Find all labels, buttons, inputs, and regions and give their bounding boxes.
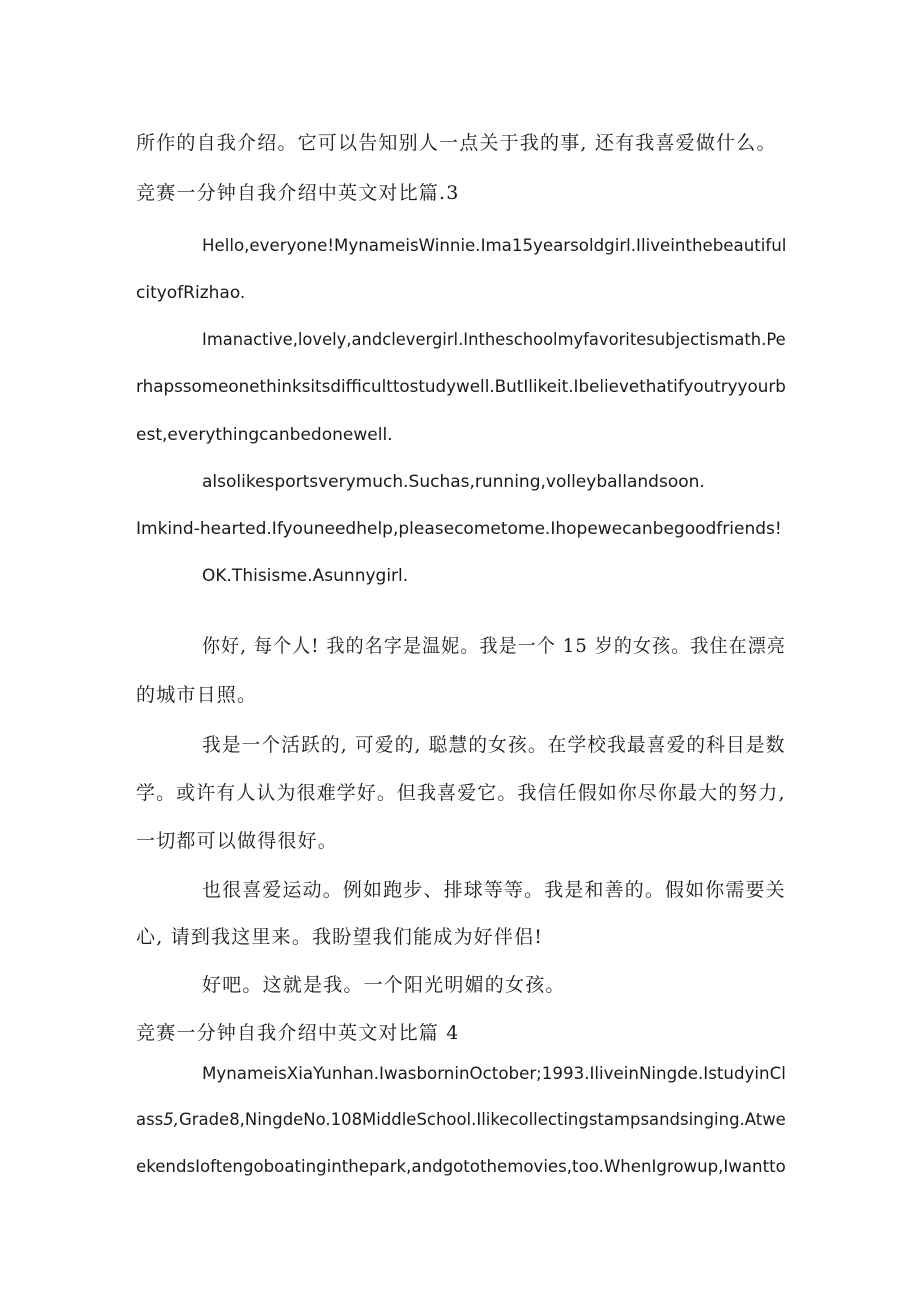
paragraph-line: 所作的自我介绍。它可以告知别人一点关于我的事, 还有我喜爱做什么。 [136, 132, 777, 154]
text-span: ass [136, 1110, 164, 1130]
paragraph-line: 我是一个活跃的, 可爱的, 聪慧的女孩。在学校我最喜爱的科目是数 [202, 734, 786, 756]
paragraph-line: 学。或许有人认为很难学好。但我喜爱它。我信任假如你尽你最大的努力, [136, 782, 786, 804]
paragraph-line: 也很喜爱运动。例如跑步、排球等等。我是和善的。假如你需要关 [202, 879, 786, 901]
paragraph-line: cityofRizhao. [136, 283, 246, 303]
paragraph-line: 的城市日照。 [136, 684, 258, 706]
paragraph-line: ekendsIoftengoboatinginthepark,andgotothemovies,too.WhenIgrowup,Iwantto [136, 1157, 786, 1177]
paragraph-line: Imkind-hearted.Ifyouneedhelp,pleasecometome.Ihopewecanbegoodfriends! [136, 519, 782, 539]
paragraph-line: 好吧。这就是我。一个阳光明媚的女孩。 [202, 974, 566, 996]
paragraph-line: alsolikesportsverymuch.Suchas,running,volleyballandsoon. [202, 472, 705, 492]
paragraph-line [136, 1110, 786, 1130]
paragraph-line: 你好, 每个人! 我的名字是温妮。我是一个 15 岁的女孩。我住在漂亮 [202, 635, 787, 657]
paragraph-line: 一切都可以做得很好。 [136, 830, 339, 852]
section-heading: 竞赛一分钟自我介绍中英文对比篇 4 [136, 1022, 460, 1044]
paragraph-line: Imanactive,lovely,andclevergirl.Intheschoolmyfavoritesubjectismath.Pe [202, 330, 786, 350]
paragraph-line: 心, 请到我这里来。我盼望我们能成为好伴侣! [136, 926, 544, 948]
text-span: Grade8,NingdeNo.108MiddleSchool.Ilikecollectingstampsandsinging.Atwe [178, 1110, 786, 1130]
paragraph-line: rhapssomeonethinksitsdifficulttostudywell.ButIlikeit.Ibelievethatifyoutryyourb [136, 377, 786, 397]
paragraph-line: MynameisXiaYunhan.IwasborninOctober;1993.IliveinNingde.IstudyinCl [202, 1064, 786, 1084]
section-heading: 竞赛一分钟自我介绍中英文对比篇.3 [136, 182, 460, 204]
paragraph-line: OK.Thisisme.Asunnygirl. [202, 566, 409, 586]
paragraph-line: est,everythingcanbedonewell. [136, 425, 393, 445]
paragraph-line: Hello,everyone!MynameisWinnie.Ima15yearsoldgirl.Iliveinthebeautiful [202, 236, 787, 256]
italic-text-span: 5, [163, 1110, 179, 1130]
